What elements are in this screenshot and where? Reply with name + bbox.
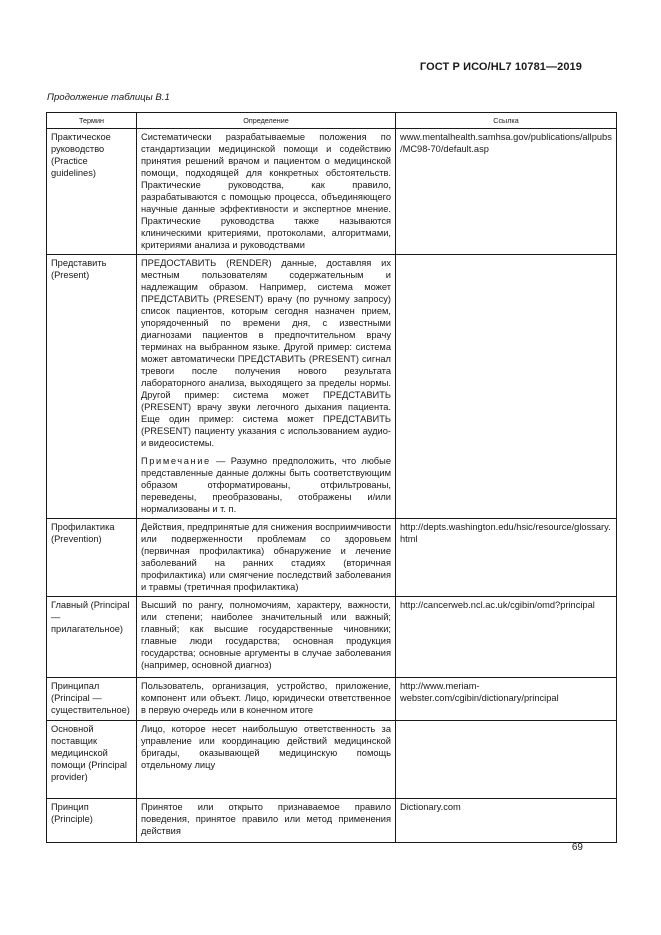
table-row <box>47 519 617 597</box>
definition-cell: Высший по рангу, полномочиям, характеру, важности, или степени; наиболее значительный или важный; главный; как высшие государственные чиновники; главные люди государства; основная продукция государства; основные аргументы в случае заболевания (например, основной диагноз) <box>137 597 396 678</box>
column-header-term: Термин <box>47 113 137 129</box>
reference-cell: http://cancerweb.ncl.ac.uk/cgibin/omd?principal <box>396 597 617 678</box>
page-number: 69 <box>571 842 583 853</box>
definition-cell: Принятое или открыто признаваемое правило поведения, принятое правило или метод применения действия <box>137 799 396 843</box>
definition-cell: Пользователь, организация, устройство, приложение, компонент или объект. Лицо, юридически ответственное в первую очередь или в конечном итоге <box>137 678 396 721</box>
note-label: Примечание <box>141 456 211 466</box>
term-cell: Главный (Principal — прилагательное) <box>47 597 137 678</box>
term-cell: Практическое руководство (Practice guidelines) <box>47 129 137 255</box>
table-row <box>47 721 617 799</box>
document-header: ГОСТ Р ИСО/HL7 10781—2019 <box>419 61 582 73</box>
reference-cell: http://www.meriam-webster.com/cgibin/dictionary/principal <box>396 678 617 721</box>
definition-note <box>141 455 391 515</box>
definition-cell <box>137 255 396 519</box>
reference-cell <box>396 255 617 519</box>
definition-text: ПРЕДОСТАВИТЬ (RENDER) данные, доставляя их местным пользователям содержательным и надлежащим образом. Например, система может ПРЕДСТАВИТЬ (PRESENT) врачу (по ручному запросу) список пациентов, которым сегодня назначен прием, упорядоченный по времени дня, с известными диагнозами пациентов в предпочтительном врачу терминах на выбранном языке. Другой пример: система может автоматически ПРЕДСТАВИТЬ (PRESENT) сигнал тревоги после получения нового результата лабораторного анализа, выходящего за пределы нормы. Другой пример: система может ПРЕДСТАВИТЬ (PRESENT) врачу звуки легочного дыхания пациента. Еще один пример: система может ПРЕДСТАВИТЬ (PRESENT) пациенту указания с использованием аудио- и видеосистемы. <box>141 258 391 448</box>
definition-cell: Лицо, которое несет наибольшую ответственность за управление или координацию действий медицинской бригады, оказывающей медицинскую помощь отдельному лицу <box>137 721 396 799</box>
table-row <box>47 255 617 519</box>
term-cell: Представить (Present) <box>47 255 137 519</box>
term-cell: Принципал (Principal — существительное) <box>47 678 137 721</box>
table-row <box>47 597 617 678</box>
column-header-reference: Ссылка <box>396 113 617 129</box>
table-header-row <box>47 113 617 129</box>
reference-cell: http://depts.washington.edu/hsic/resource/glossary.html <box>396 519 617 597</box>
reference-cell <box>396 721 617 799</box>
note-text: — Разумно предположить, что любые представленные данные должны быть соответствующим образом отформатированы, отфильтрованы, переведены, преобразованы, отображены и/или нормализованы и т. п. <box>141 456 391 514</box>
reference-cell: Dictionary.com <box>396 799 617 843</box>
definition-cell: Действия, предпринятые для снижения восприимчивости или подверженности проблемам со здоровьем (первичная профилактика) обнаружение и лечение заболеваний на ранних стадиях (вторичная профилактика) или смягчение последствий заболевания и травмы (третичная профилактика) <box>137 519 396 597</box>
reference-cell: www.mentalhealth.samhsa.gov/publications/allpubs/MC98-70/default.asp <box>396 129 617 255</box>
term-cell: Профилактика (Prevention) <box>47 519 137 597</box>
definition-cell: Систематически разрабатываемые положения по стандартизации медицинской помощи и содействию принятия решений врачом и пациентом о медицинской помощи, подходящей для конкретных обстоятельств. Практические руководства, как правило, разрабатываются с помощью процесса, объединяющего научные данные эффективности и экспертное мнение. Практические руководства также называются клиническими критериями, протоколами, алгоритмами, критериями анализа и руководствами <box>137 129 396 255</box>
term-cell: Основной поставщик медицинской помощи (Principal provider) <box>47 721 137 799</box>
table-caption: Продолжение таблицы В.1 <box>47 92 170 103</box>
terms-table <box>46 112 617 843</box>
column-header-definition: Определение <box>137 113 396 129</box>
term-cell: Принцип (Principle) <box>47 799 137 843</box>
table-row <box>47 129 617 255</box>
table-row <box>47 799 617 843</box>
table-row <box>47 678 617 721</box>
